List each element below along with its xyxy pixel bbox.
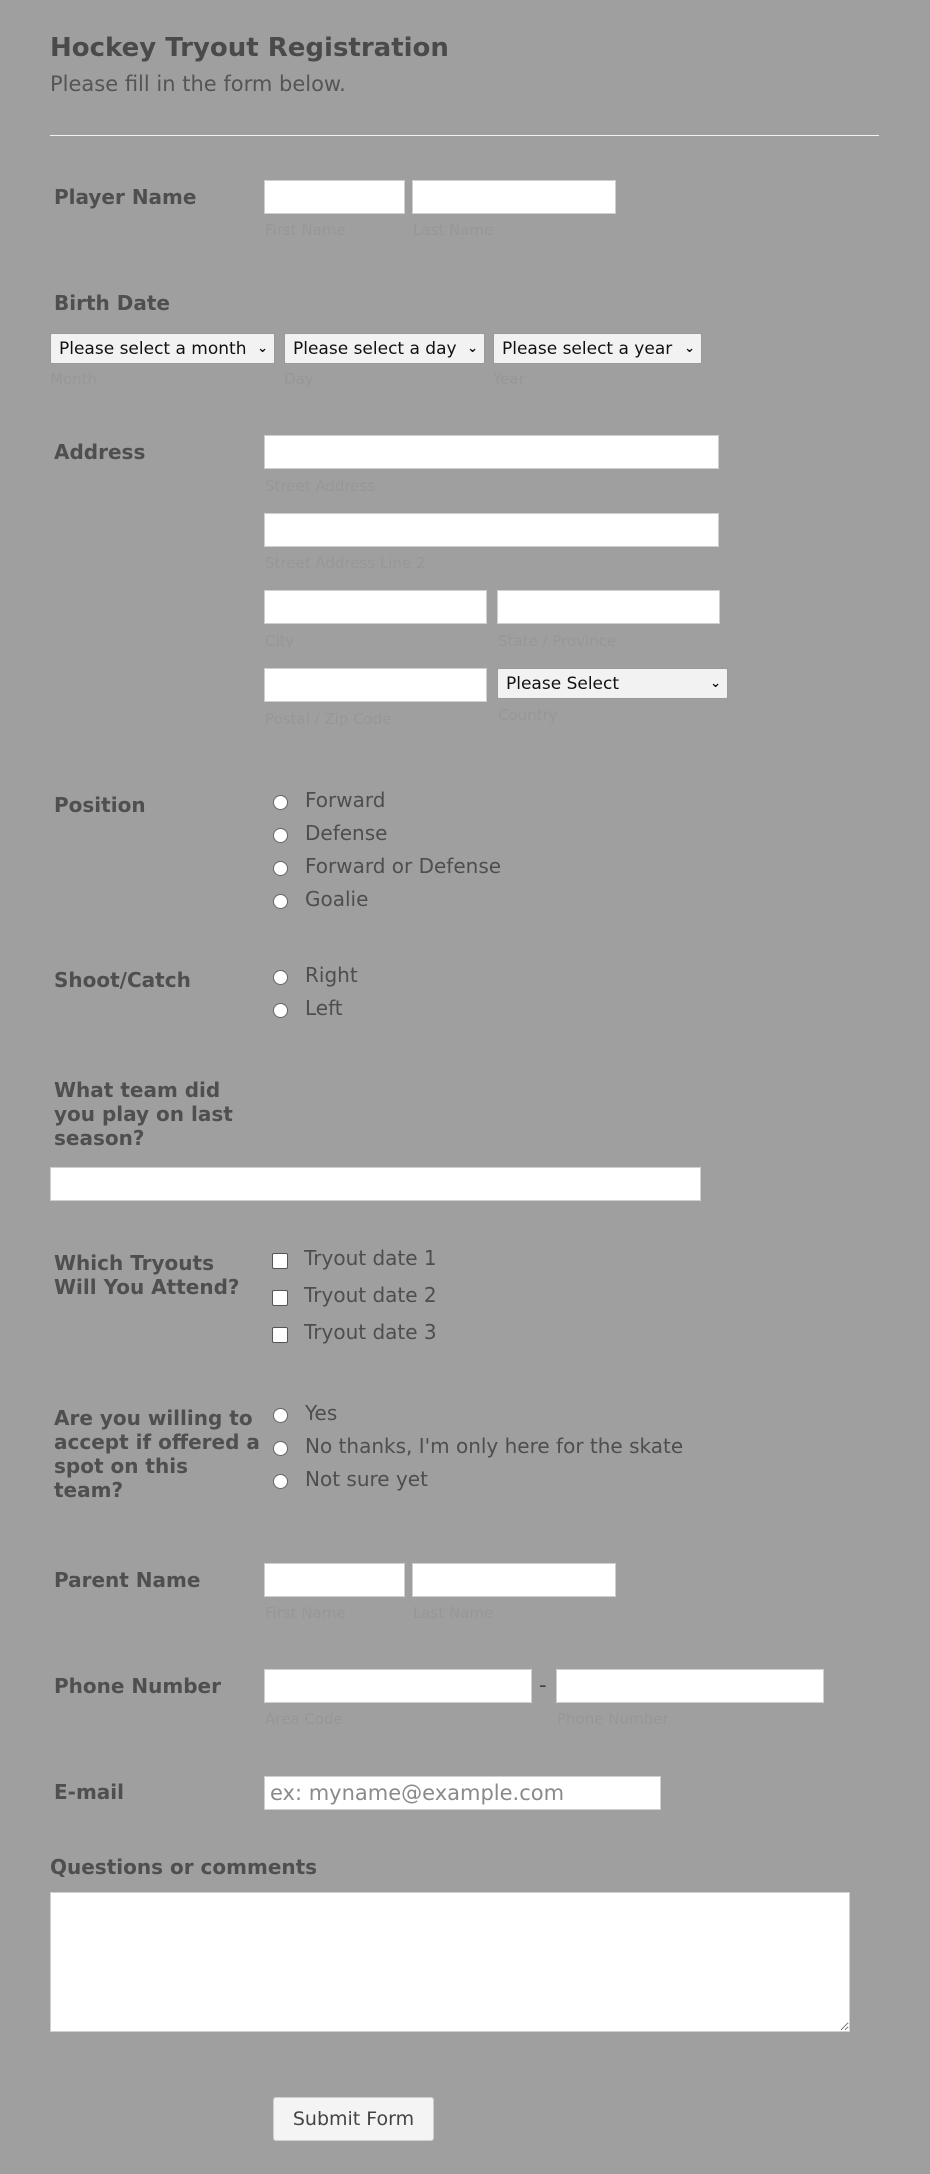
birth-day-select[interactable] [284,333,485,364]
shoot-option-label: Right [305,963,358,987]
birth-date-label: Birth Date [54,291,170,315]
tryout-checkbox-1[interactable] [272,1253,288,1269]
willing-radio-no[interactable] [273,1441,288,1456]
position-label: Position [54,793,146,817]
parent-first-name-sublabel: First Name [265,1604,346,1622]
willing-label-line: accept if offered a [54,1430,260,1454]
page-subtitle: Please fill in the form below. [50,72,346,96]
page-title: Hockey Tryout Registration [50,33,449,63]
tryout-checkbox-2[interactable] [272,1290,288,1306]
country-value: Please Select [506,673,620,694]
willing-radio-yes[interactable] [273,1408,288,1423]
team-label-line: season? [54,1126,145,1150]
position-option-label: Goalie [305,887,369,911]
willing-option-label: Not sure yet [305,1467,428,1491]
street-address-line2-input[interactable] [264,513,719,547]
player-last-name-sublabel: Last Name [413,221,494,239]
tryouts-label [54,1251,240,1299]
shoot-catch-label: Shoot/Catch [54,968,191,992]
parent-last-name-sublabel: Last Name [413,1604,494,1622]
comments-label: Questions or comments [50,1855,318,1879]
team-input[interactable] [50,1167,701,1201]
city-sublabel: City [265,632,295,650]
chevron-down-icon: ⌄ [710,676,721,691]
shoot-radio-left[interactable] [273,1003,288,1018]
postal-code-input[interactable] [264,668,487,702]
email-label: E-mail [54,1780,125,1804]
tryout-option-label: Tryout date 2 [304,1283,437,1307]
position-radio-forward-or-defense[interactable] [273,861,288,876]
comments-textarea[interactable] [50,1892,850,2032]
city-input[interactable] [264,590,487,624]
parent-name-label: Parent Name [54,1568,201,1592]
submit-button[interactable]: Submit Form [273,2097,434,2141]
tryout-checkbox-3[interactable] [272,1327,288,1343]
birth-year-sublabel: Year [493,370,525,388]
phone-area-code-sublabel: Area Code [265,1710,343,1728]
player-first-name-sublabel: First Name [265,221,346,239]
phone-number-sublabel: Phone Number [557,1710,669,1728]
phone-number-label: Phone Number [54,1674,221,1698]
willing-radio-not-sure[interactable] [273,1474,288,1489]
birth-year-select[interactable] [493,333,702,364]
position-radio-defense[interactable] [273,828,288,843]
phone-number-input[interactable] [556,1669,824,1703]
position-radio-forward[interactable] [273,795,288,810]
position-option-label: Forward or Defense [305,854,502,878]
birth-month-select[interactable] [50,333,275,364]
birth-month-sublabel: Month [50,370,98,388]
parent-last-name-input[interactable] [412,1563,616,1597]
country-sublabel: Country [498,706,558,724]
chevron-down-icon: ⌄ [257,341,268,356]
willing-label-line: team? [54,1478,124,1502]
willing-label-line: spot on this [54,1454,188,1478]
shoot-radio-right[interactable] [273,970,288,985]
parent-first-name-input[interactable] [264,1563,405,1597]
player-name-label: Player Name [54,185,197,209]
shoot-option-label: Left [305,996,343,1020]
birth-day-value: Please select a day [293,338,457,359]
willing-label [54,1406,260,1502]
position-option-label: Forward [305,788,386,812]
header-divider [50,135,879,136]
chevron-down-icon: ⌄ [467,341,478,356]
willing-label-line: Are you willing to [54,1406,253,1430]
state-province-sublabel: State / Province [498,632,617,650]
position-radio-goalie[interactable] [273,894,288,909]
team-label-line: you play on last [54,1102,233,1126]
street-address-sublabel: Street Address [265,477,376,495]
player-last-name-input[interactable] [412,180,616,214]
state-province-input[interactable] [497,590,720,624]
position-option-label: Defense [305,821,388,845]
tryout-option-label: Tryout date 3 [304,1320,437,1344]
street-address-input[interactable] [264,435,719,469]
email-input[interactable] [264,1776,661,1810]
street-address-line2-sublabel: Street Address Line 2 [265,554,426,572]
player-first-name-input[interactable] [264,180,405,214]
birth-month-value: Please select a month [59,338,247,359]
address-label: Address [54,440,146,464]
tryout-option-label: Tryout date 1 [304,1246,437,1270]
tryouts-label-line: Which Tryouts [54,1251,214,1275]
postal-code-sublabel: Postal / Zip Code [265,710,392,728]
chevron-down-icon: ⌄ [684,341,695,356]
tryouts-label-line: Will You Attend? [54,1275,240,1299]
country-select[interactable] [497,668,728,699]
willing-option-label: No thanks, I'm only here for the skate [305,1434,684,1458]
phone-separator: - [539,1673,547,1697]
birth-year-value: Please select a year [502,338,673,359]
phone-area-code-input[interactable] [264,1669,532,1703]
birth-day-sublabel: Day [284,370,314,388]
willing-option-label: Yes [305,1401,338,1425]
team-label [54,1078,233,1150]
team-label-line: What team did [54,1078,221,1102]
